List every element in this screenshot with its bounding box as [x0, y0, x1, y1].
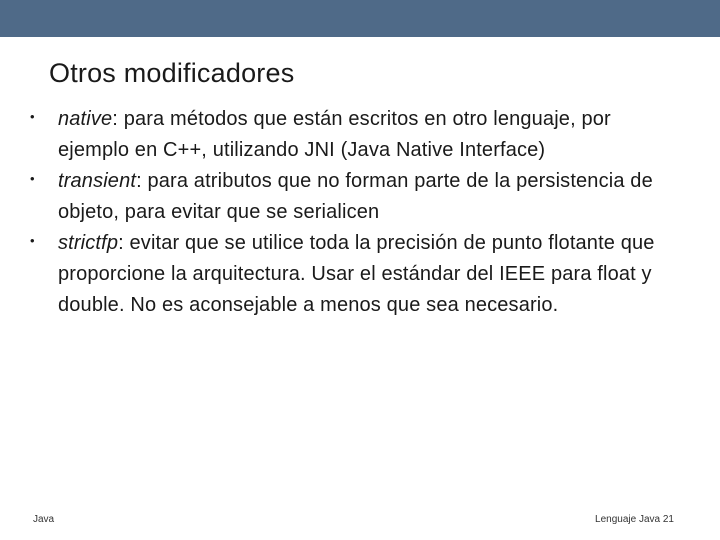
bullet-term: native — [58, 108, 113, 130]
footer-page-number: Lenguaje Java 21 — [595, 514, 674, 525]
footer-left-label: Java — [33, 514, 55, 525]
bullet-text: : para atributos que no forman parte de la persistencia de objeto, para evitar que se serialicen — [58, 170, 653, 223]
bullet-text: : para métodos que están escritos en otro lenguaje, por ejemplo en C++, utilizando JNI (Java Native Interface) — [58, 108, 611, 161]
bullet-term: transient — [58, 170, 137, 192]
slide-title: Otros modificadores — [49, 58, 295, 88]
bullet-list — [30, 104, 680, 321]
bullet-icon: • — [30, 233, 35, 248]
bullet-item-native — [30, 104, 680, 166]
bullet-item-transient — [30, 166, 680, 228]
bullet-text: : evitar que se utilice toda la precisión de punto flotante que proporcione la arquitectura. Usar el estándar del IEEE para float y double. No es aconsejable a menos que sea necesario. — [58, 232, 655, 316]
bullet-item-strictfp — [30, 228, 680, 321]
bullet-icon: • — [30, 171, 35, 186]
bullet-term: strictfp — [58, 232, 119, 254]
header-bar — [0, 0, 720, 37]
bullet-icon: • — [30, 109, 35, 124]
